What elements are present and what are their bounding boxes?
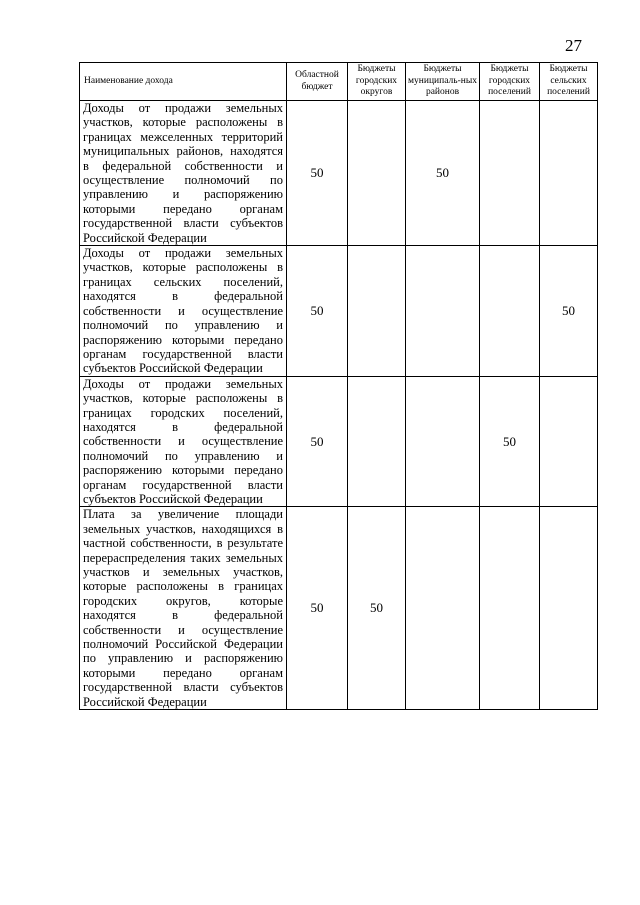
rural-settlement-value [540, 507, 598, 710]
rural-settlement-value [540, 101, 598, 246]
regional-budget-value: 50 [287, 376, 348, 507]
table-row [80, 101, 598, 246]
city-district-value [348, 376, 406, 507]
municipal-district-value [406, 507, 480, 710]
table-row [80, 246, 598, 377]
table-row [80, 376, 598, 507]
revenue-name-cell: Доходы от продажи земельных участков, которые расположены в границах городских поселений, находятся в федеральной собственности и осуществление полномочий по управлению и распоряжению которыми передано органам государственной власти субъектов Российской Федерации [80, 376, 287, 507]
urban-settlement-value [480, 507, 540, 710]
table-header-row [80, 63, 598, 101]
header-regional-budget: Областной бюджет [287, 63, 348, 101]
header-city-district-budgets: Бюджеты городских округов [348, 63, 406, 101]
revenue-name-cell: Доходы от продажи земельных участков, которые расположены в границах межселенных территорий муниципальных районов, находятся в федеральной собственности и осуществление полномочий по управлению и распоряжению которыми передано органам государственной власти субъектов Российской Федерации [80, 101, 287, 246]
city-district-value: 50 [348, 507, 406, 710]
revenue-distribution-table [79, 62, 598, 710]
revenue-name-cell: Плата за увеличение площади земельных участков, находящихся в частной собственности, в результате перераспределения таких земельных участков и земельных участков, которые расположены в границах городских округов, которые находятся в федеральной собственности и осуществление полномочий Российской Федерации по управлению и распоряжению которыми передано органам государственной власти субъектов Российской Федерации [80, 507, 287, 710]
table-row [80, 507, 598, 710]
header-revenue-name: Наименование дохода [80, 63, 287, 101]
municipal-district-value [406, 376, 480, 507]
regional-budget-value: 50 [287, 246, 348, 377]
page-number: 27 [565, 36, 582, 55]
regional-budget-value: 50 [287, 101, 348, 246]
municipal-district-value [406, 246, 480, 377]
header-urban-settlement-budgets: Бюджеты городских поселений [480, 63, 540, 101]
urban-settlement-value: 50 [480, 376, 540, 507]
header-municipal-district-budgets: Бюджеты муниципаль-ных районов [406, 63, 480, 101]
rural-settlement-value: 50 [540, 246, 598, 377]
city-district-value [348, 101, 406, 246]
header-rural-settlement-budgets: Бюджеты сельских поселений [540, 63, 598, 101]
urban-settlement-value [480, 246, 540, 377]
urban-settlement-value [480, 101, 540, 246]
regional-budget-value: 50 [287, 507, 348, 710]
city-district-value [348, 246, 406, 377]
municipal-district-value: 50 [406, 101, 480, 246]
revenue-name-cell: Доходы от продажи земельных участков, которые расположены в границах сельских поселений, находятся в федеральной собственности и осуществление полномочий по управлению и распоряжению которыми передано органам государственной власти субъектов Российской Федерации [80, 246, 287, 377]
rural-settlement-value [540, 376, 598, 507]
